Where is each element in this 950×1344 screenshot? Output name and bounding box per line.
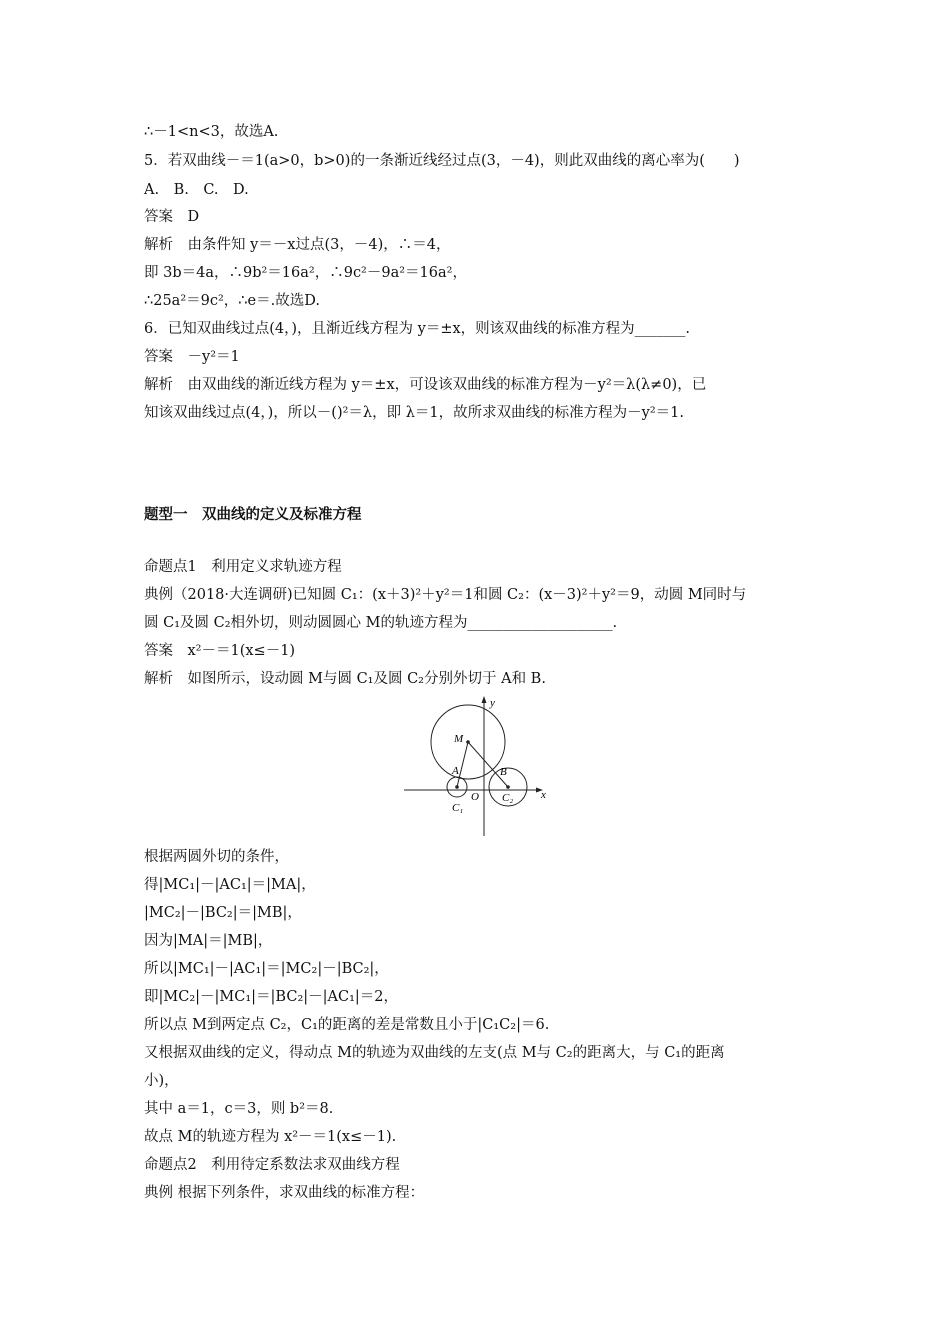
- solution-text: |MC₂|－|BC₂|＝|MB|，: [144, 905, 302, 921]
- point-b-label: B: [500, 766, 507, 778]
- solution-text: 其中 a＝1，c＝3，则 b²＝8.: [144, 1101, 334, 1117]
- solution-text: 知该双曲线过点(4，)，所以－()²＝λ，即 λ＝1，故所求双曲线的标准方程为－y²＝1.: [144, 405, 684, 421]
- solution-text: 解析 由条件知 y＝－x过点(3，－4)，∴＝4，: [144, 237, 451, 253]
- question-5-options: A. B. C. D.: [144, 182, 249, 198]
- solution-text: 因为|MA|＝|MB|，: [144, 933, 273, 949]
- solution-text: 根据两圆外切的条件，: [144, 849, 289, 865]
- solution-text: 解析 由双曲线的渐近线方程为 y＝±x，可设该双曲线的标准方程为－y²＝λ(λ≠0)，已: [144, 377, 707, 393]
- section-heading: 题型一 双曲线的定义及标准方程: [144, 507, 362, 523]
- solution-text: 又根据双曲线的定义，得动点 M的轨迹为双曲线的左支(点 M与 C₂的距离大，与 C₁的距离: [144, 1045, 725, 1061]
- answer-label: 答案 D: [144, 209, 200, 225]
- solution-text: 即|MC₂|－|MC₁|＝|BC₂|－|AC₁|＝2，: [144, 989, 399, 1005]
- x-axis-label: x: [541, 789, 546, 801]
- point-c1-label: C₁: [452, 802, 464, 814]
- answer-label: 答案 －y²＝1: [144, 349, 240, 365]
- text-line: ∴－1<n<3，故选A.: [144, 124, 279, 140]
- subsection-title: 命题点1 利用定义求轨迹方程: [144, 559, 342, 575]
- y-axis-label: y: [490, 697, 495, 709]
- example-text: 圆 C₁及圆 C₂相外切，则动圆圆心 M的轨迹方程为____________________.: [144, 615, 618, 631]
- subsection-title: 命题点2 利用待定系数法求双曲线方程: [144, 1157, 400, 1173]
- solution-text: 所以|MC₁|－|AC₁|＝|MC₂|－|BC₂|，: [144, 961, 389, 977]
- point-c2-label: C₂: [502, 792, 514, 804]
- circle-diagram: [402, 694, 550, 836]
- solution-text: 故点 M的轨迹方程为 x²－＝1(x≤－1).: [144, 1129, 397, 1145]
- point-m-label: M: [454, 733, 464, 745]
- solution-text: 解析 如图所示，设动圆 M与圆 C₁及圆 C₂分别外切于 A和 B.: [144, 671, 546, 687]
- solution-text: 即 3b＝4a，∴9b²＝16a²，∴9c²－9a²＝16a²，: [144, 265, 467, 281]
- answer-label: 答案 x²－＝1(x≤－1): [144, 643, 296, 659]
- solution-text: 所以点 M到两定点 C₂，C₁的距离的差是常数且小于|C₁C₂|＝6.: [144, 1017, 550, 1033]
- example-text: 典例 根据下列条件，求双曲线的标准方程：: [144, 1185, 425, 1201]
- point-a-label: A: [452, 765, 459, 777]
- example-text: 典例（2018·大连调研)已知圆 C₁：(x＋3)²＋y²＝1和圆 C₂：(x－3)²＋y²＝9，动圆 M同时与: [144, 587, 747, 603]
- question-5: 5．若双曲线－＝1(a>0，b>0)的一条渐近线经过点(3，－4)，则此双曲线的离心率为( ): [144, 153, 740, 169]
- origin-label: O: [471, 791, 479, 803]
- solution-text: 得|MC₁|－|AC₁|＝|MA|，: [144, 877, 316, 893]
- question-6: 6．已知双曲线过点(4，)，且渐近线方程为 y＝±x，则该双曲线的标准方程为_______.: [144, 321, 690, 337]
- solution-text: 小)，: [144, 1073, 179, 1089]
- solution-text: ∴25a²＝9c²，∴e＝.故选D.: [144, 293, 320, 309]
